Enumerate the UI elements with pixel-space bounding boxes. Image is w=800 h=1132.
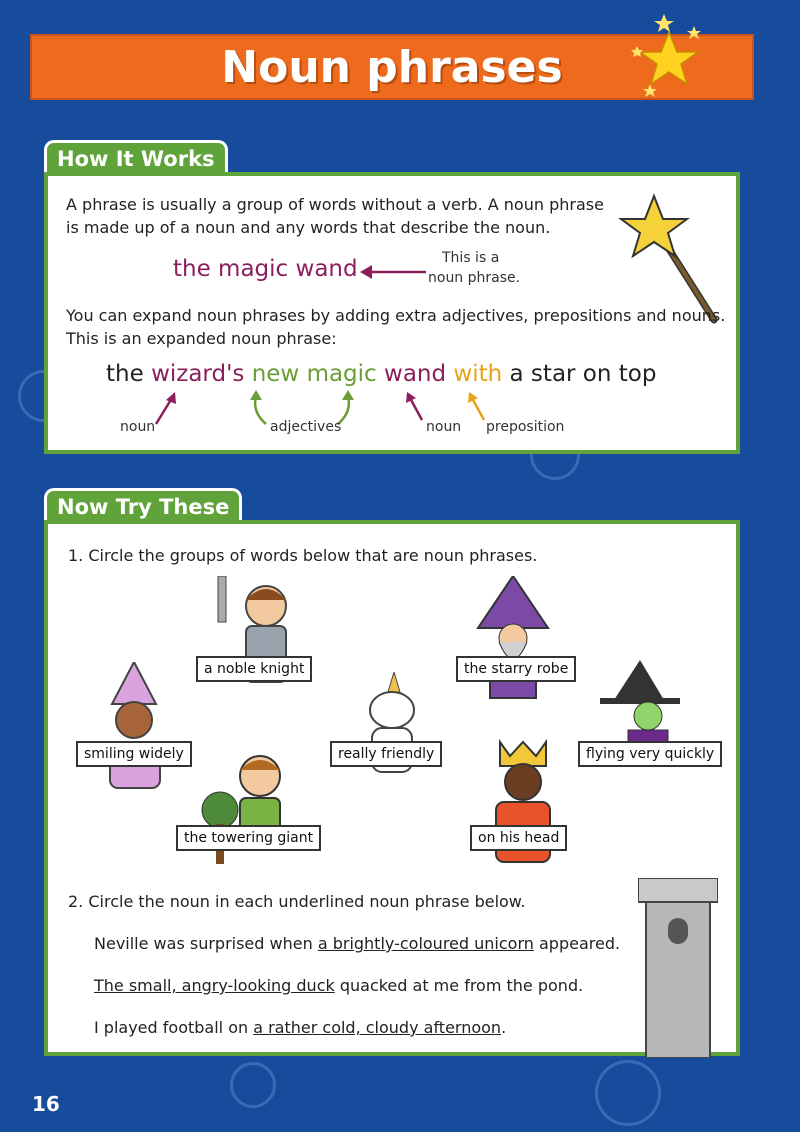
title-banner bbox=[30, 34, 754, 100]
background-swirl bbox=[595, 1060, 661, 1126]
intro-line-2: is made up of a noun and any words that describe the noun. bbox=[66, 218, 551, 237]
sentence-1-pre: Neville was surprised when bbox=[94, 934, 318, 953]
expanded-phrase bbox=[106, 361, 656, 387]
princess-icon bbox=[82, 662, 178, 790]
stars-icon bbox=[624, 14, 734, 104]
now-try-these-panel bbox=[44, 520, 740, 1056]
sentence-3-post: . bbox=[501, 1018, 507, 1037]
sentence-3 bbox=[94, 1016, 506, 1039]
expand-line-1: You can expand noun phrases by adding extra adjectives, prepositions and nouns. bbox=[66, 306, 726, 325]
now-try-these-tab: Now Try These bbox=[44, 488, 242, 523]
sticker-really-friendly[interactable]: really friendly bbox=[330, 741, 442, 767]
sentence-1-post: appeared. bbox=[533, 934, 621, 953]
arrow-left-icon bbox=[360, 263, 428, 281]
sentence-3-pre: I played football on bbox=[94, 1018, 254, 1037]
example-note-line-2: noun phrase. bbox=[428, 270, 521, 286]
sentence-2-post: quacked at me from the pond. bbox=[334, 976, 584, 995]
knight-icon bbox=[208, 576, 308, 704]
sentence-1 bbox=[94, 932, 620, 955]
intro-line-1: A phrase is usually a group of words without a verb. A noun phrase bbox=[66, 195, 604, 214]
sticker-the-starry-robe[interactable]: the starry robe bbox=[456, 656, 576, 682]
page-title: Noun phrases bbox=[221, 42, 563, 93]
sticker-flying-very-quickly[interactable]: flying very quickly bbox=[578, 741, 722, 767]
word-the: the bbox=[106, 361, 144, 387]
castle-tower-icon bbox=[638, 878, 718, 1058]
question-2: 2. Circle the noun in each underlined noun phrase below. bbox=[68, 892, 526, 911]
sticker-the-towering-giant[interactable]: the towering giant bbox=[176, 825, 321, 851]
sentence-1-phrase[interactable]: a brightly-coloured unicorn bbox=[317, 934, 534, 953]
how-it-works-tab: How It Works bbox=[44, 140, 228, 175]
word-wand: wand bbox=[384, 361, 447, 387]
example-note-line-1: This is a bbox=[442, 250, 500, 266]
example-phrase: the magic wand bbox=[173, 256, 358, 282]
label-noun-2: noun bbox=[426, 419, 462, 435]
expand-line-2: This is an expanded noun phrase: bbox=[66, 329, 337, 348]
sentence-2-phrase[interactable]: The small, angry-looking duck bbox=[94, 976, 335, 995]
sticker-smiling-widely[interactable]: smiling widely bbox=[76, 741, 192, 767]
background-swirl bbox=[230, 1062, 276, 1108]
sentence-3-phrase[interactable]: a rather cold, cloudy afternoon bbox=[253, 1018, 502, 1037]
word-with: with bbox=[453, 361, 503, 387]
word-new: new bbox=[251, 361, 300, 387]
word-a-star-on-top: a star on top bbox=[509, 361, 657, 387]
word-wizards: wizard's bbox=[151, 361, 245, 387]
sentence-2 bbox=[94, 974, 583, 997]
label-adjectives: adjectives bbox=[270, 419, 342, 435]
sticker-a-noble-knight[interactable]: a noble knight bbox=[196, 656, 312, 682]
page-number: 16 bbox=[32, 1092, 60, 1116]
label-noun-1: noun bbox=[120, 419, 156, 435]
label-preposition: preposition bbox=[486, 419, 565, 435]
how-it-works-panel bbox=[44, 172, 740, 454]
word-magic: magic bbox=[306, 361, 377, 387]
sticker-on-his-head[interactable]: on his head bbox=[470, 825, 567, 851]
question-1: 1. Circle the groups of words below that are noun phrases. bbox=[68, 546, 538, 565]
